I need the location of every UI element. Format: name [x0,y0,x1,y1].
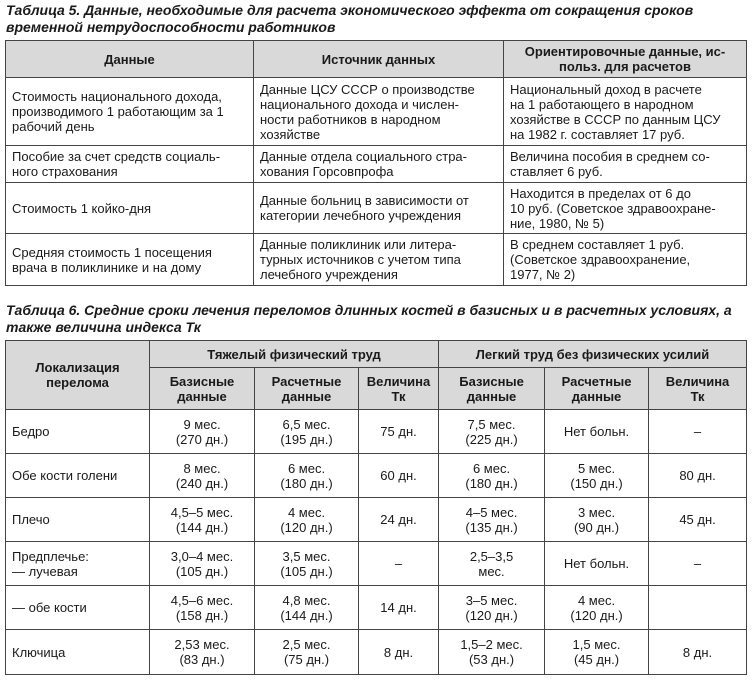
t6-cell: 1,5 мес. (45 дн.) [545,630,649,675]
t6-cell: Нет больн. [545,542,649,586]
t6-subheader: Величина Тк [359,368,439,410]
t6-cell: Нет больн. [545,410,649,454]
t6-cell: 6 мес. (180 дн.) [255,454,359,498]
t6-cell: 14 дн. [359,586,439,630]
t5-header-data: Данные [6,41,254,78]
t6-cell: 8 дн. [649,630,747,675]
t6-cell: 75 дн. [359,410,439,454]
t6-row-label: — обе кости [6,586,150,630]
t6-header-localization: Локализация перелома [6,341,150,410]
table5-caption: Таблица 5. Данные, необходимые для расчета экономического эффекта от сокращения сроков временной нетрудоспособности работников [6,2,694,35]
t5-cell: Средняя стоимость 1 посещения врача в поликлинике и на дому [6,234,254,286]
t5-cell: Стоимость национального дохода, производимого 1 работающим за 1 рабочий день [6,78,254,146]
t6-cell: 60 дн. [359,454,439,498]
t6-cell: 1,5–2 мес. (53 дн.) [439,630,545,675]
t6-header-light: Легкий труд без физических усилий [439,341,747,368]
t6-cell: 8 мес. (240 дн.) [150,454,255,498]
t5-cell: Данные больниц в зависимости от категории лечебного учреждения [254,183,504,234]
t6-row-label: Предплечье: — лучевая [6,542,150,586]
t6-header-heavy: Тяжелый физический труд [150,341,439,368]
t5-cell: Национальный доход в расчете на 1 работающего в народном хозяйстве в СССР по данным ЦСУ на 1982 г. составляет 17 руб. [504,78,747,146]
t6-cell: 45 дн. [649,498,747,542]
t5-cell: Данные ЦСУ СССР о производстве национального дохода и числен- ности работников в народном хозяйстве [254,78,504,146]
t5-header-approx: Ориентировочные данные, ис- польз. для расчетов [504,41,747,78]
t6-subheader: Базисные данные [439,368,545,410]
table5 [5,40,747,286]
table6-caption: Таблица 6. Средние сроки лечения переломов длинных костей в базисных и в расчетных условиях, а также величина индекса Тк [6,302,732,335]
t6-cell: 4,5–5 мес. (144 дн.) [150,498,255,542]
t6-cell [649,586,747,630]
t6-subheader: Величина Тк [649,368,747,410]
t6-cell: – [649,410,747,454]
t6-row-label: Бедро [6,410,150,454]
t6-cell: 3 мес. (90 дн.) [545,498,649,542]
t6-cell: 9 мес. (270 дн.) [150,410,255,454]
t5-cell: Данные поликлиник или литера- турных источников с учетом типа лечебного учреждения [254,234,504,286]
t6-cell: 3,0–4 мес. (105 дн.) [150,542,255,586]
t6-row-label: Ключица [6,630,150,675]
t5-cell: Данные отдела социального стра- хования Горсовпрофа [254,146,504,183]
t6-cell: 4 мес. (120 дн.) [545,586,649,630]
table6 [5,340,747,675]
t6-subheader: Расчетные данные [545,368,649,410]
t6-subheader: Расчетные данные [255,368,359,410]
t6-cell: 4–5 мес. (135 дн.) [439,498,545,542]
t5-header-source: Источник данных [254,41,504,78]
t6-cell: 3–5 мес. (120 дн.) [439,586,545,630]
t6-cell: 2,5–3,5 мес. [439,542,545,586]
t6-cell: 80 дн. [649,454,747,498]
t6-cell: 6,5 мес. (195 дн.) [255,410,359,454]
t5-cell: Пособие за счет средств социаль- ного страхования [6,146,254,183]
t6-cell: 24 дн. [359,498,439,542]
t5-cell: В среднем составляет 1 руб. (Советское здравоохранение, 1977, № 2) [504,234,747,286]
t6-cell: 8 дн. [359,630,439,675]
t6-cell: 2,53 мес. (83 дн.) [150,630,255,675]
t6-cell: 7,5 мес. (225 дн.) [439,410,545,454]
t6-cell: 3,5 мес. (105 дн.) [255,542,359,586]
t6-cell: – [359,542,439,586]
t5-cell: Стоимость 1 койко-дня [6,183,254,234]
t5-cell: Величина пособия в среднем со- ставляет 6 руб. [504,146,747,183]
t6-subheader: Базисные данные [150,368,255,410]
t6-cell: 2,5 мес. (75 дн.) [255,630,359,675]
t6-cell: 4 мес. (120 дн.) [255,498,359,542]
t6-cell: 5 мес. (150 дн.) [545,454,649,498]
t6-cell: 6 мес. (180 дн.) [439,454,545,498]
t6-cell: – [649,542,747,586]
t6-cell: 4,5–6 мес. (158 дн.) [150,586,255,630]
t6-row-label: Плечо [6,498,150,542]
t6-row-label: Обе кости голени [6,454,150,498]
t6-cell: 4,8 мес. (144 дн.) [255,586,359,630]
t5-cell: Находится в пределах от 6 до 10 руб. (Советское здравоохране- ние, 1980, № 5) [504,183,747,234]
